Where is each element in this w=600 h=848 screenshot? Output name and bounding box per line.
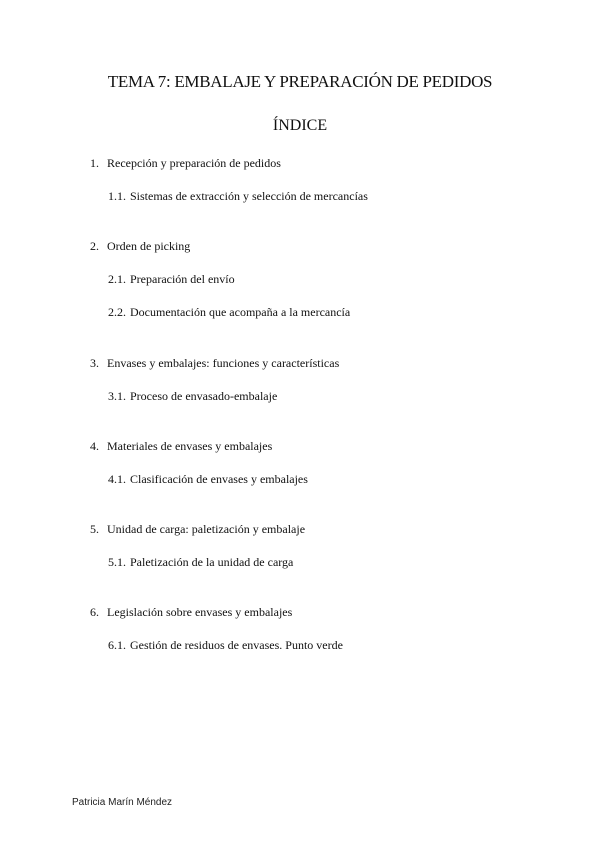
toc-text: Preparación del envío (130, 272, 235, 286)
index-heading: ÍNDICE (272, 117, 328, 134)
toc-number: 5.1. (108, 555, 126, 569)
toc-text: Paletización de la unidad de carga (130, 555, 294, 569)
toc-entry-1-1 (108, 189, 368, 204)
footer-author: Patricia Marín Méndez (72, 797, 173, 808)
toc-entry-2 (90, 239, 190, 254)
toc-number: 3.1. (108, 389, 126, 403)
toc-entry-4-1 (108, 472, 308, 487)
toc-entry-5-1 (108, 555, 293, 570)
toc-text: Proceso de envasado-embalaje (130, 389, 278, 403)
toc-entry-4 (90, 439, 272, 454)
toc-entry-3-1 (108, 389, 277, 404)
toc-text: Sistemas de extracción y selección de mercancías (130, 189, 368, 203)
toc-number: 1.1. (108, 189, 126, 203)
toc-text: Materiales de envases y embalajes (107, 439, 273, 453)
toc-number: 5. (90, 522, 99, 536)
toc-number: 1. (90, 156, 99, 170)
toc-text: Legislación sobre envases y embalajes (107, 605, 293, 619)
toc-number: 2.2. (108, 305, 126, 319)
toc-text: Orden de picking (107, 239, 191, 253)
toc-text: Gestión de residuos de envases. Punto verde (130, 638, 343, 652)
toc-number: 2.1. (108, 272, 126, 286)
toc-entry-6-1 (108, 638, 343, 653)
toc-entry-3 (90, 356, 339, 371)
toc-text: Unidad de carga: paletización y embalaje (107, 522, 306, 536)
toc-number: 2. (90, 239, 99, 253)
toc-entry-1 (90, 156, 281, 171)
toc-text: Clasificación de envases y embalajes (130, 472, 308, 486)
toc-number: 3. (90, 356, 99, 370)
toc-number: 6. (90, 605, 99, 619)
toc-entry-6 (90, 605, 292, 620)
toc-number: 4. (90, 439, 99, 453)
toc-text: Recepción y preparación de pedidos (107, 156, 281, 170)
toc-entry-2-2 (108, 305, 350, 320)
toc-entry-5 (90, 522, 305, 537)
toc-text: Documentación que acompaña a la mercancía (130, 305, 351, 319)
toc-number: 6.1. (108, 638, 126, 652)
toc-entry-2-1 (108, 272, 235, 287)
toc-number: 4.1. (108, 472, 126, 486)
document-title: TEMA 7: EMBALAJE Y PREPARACIÓN DE PEDIDOS (107, 72, 493, 91)
toc-text: Envases y embalajes: funciones y características (107, 356, 340, 370)
